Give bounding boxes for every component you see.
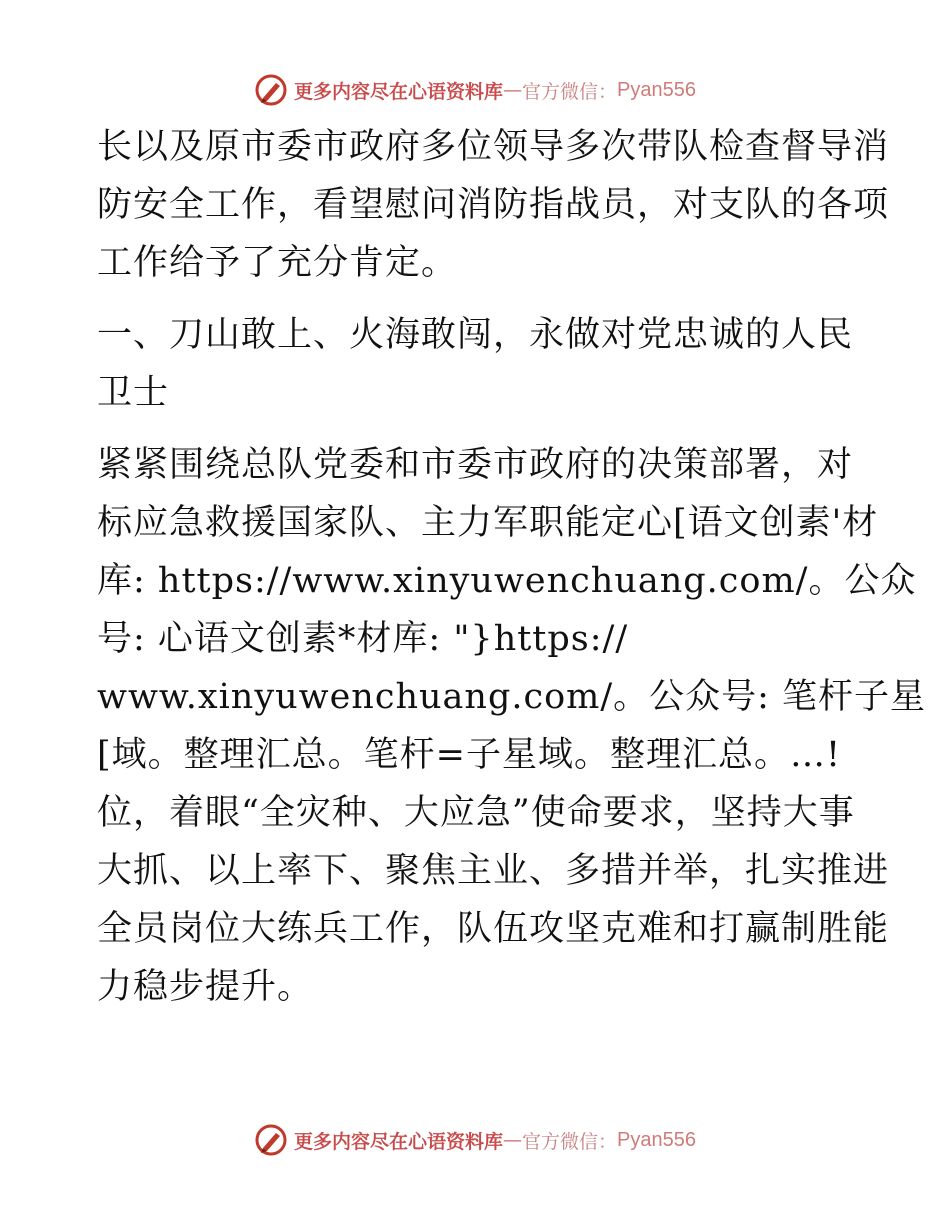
text-line: 紧紧围绕总队党委和市委市政府的决策部署，对 xyxy=(97,445,854,485)
watermark-text: 更多内容尽在心语资料库 xyxy=(294,80,504,103)
text-line: 工作给予了充分肯定。 xyxy=(97,243,458,283)
text-line: 长以及原市委市政府多位领导多次带队检查督导消 xyxy=(97,127,890,167)
watermark-id: Pyan556 xyxy=(617,78,696,101)
watermark-dash: — xyxy=(503,79,523,101)
text-line: 库: https://www.xinyuwenchuang.com/。公众 xyxy=(97,561,917,601)
footer-watermark xyxy=(0,1120,950,1160)
watermark-label: 官方微信： xyxy=(522,1130,618,1153)
text-line: www.xinyuwenchuang.com/。公众号: 笔杆子星 xyxy=(97,677,927,717)
watermark-label: 官方微信： xyxy=(522,80,618,103)
pen-logo-icon xyxy=(254,73,288,107)
watermark-text: 更多内容尽在心语资料库 xyxy=(294,1130,504,1153)
text-line: 位，着眼“全灾种、大应急”使命要求，坚持大事 xyxy=(97,793,855,833)
text-line: 号: 心语文创素*材库: "}https:// xyxy=(97,619,629,659)
paragraph xyxy=(97,118,890,292)
pen-logo-icon xyxy=(254,1123,288,1157)
paragraph xyxy=(97,436,927,1016)
text-line: 大抓、以上率下、聚焦主业、多措并举，扎实推进 xyxy=(97,851,890,891)
text-line: 全员岗位大练兵工作，队伍攻坚克难和打赢制胜能 xyxy=(97,909,890,949)
text-line: [域。整理汇总。笔杆=子星域。整理汇总。…! xyxy=(97,735,842,775)
watermark-dash: — xyxy=(503,1129,523,1151)
section-heading xyxy=(97,306,857,422)
text-line: 一、刀山敢上、火海敢闯，永做对党忠诚的人民 xyxy=(97,315,854,355)
text-line: 卫士 xyxy=(97,373,170,413)
text-line: 力稳步提升。 xyxy=(97,967,314,1007)
document-body xyxy=(97,118,927,1016)
header-watermark xyxy=(0,70,950,110)
text-line: 防安全工作，看望慰问消防指战员，对支队的各项 xyxy=(97,185,890,225)
text-line: 标应急救援国家队、主力军职能定心[语文创素'材 xyxy=(97,503,879,543)
watermark-id: Pyan556 xyxy=(617,1128,696,1151)
